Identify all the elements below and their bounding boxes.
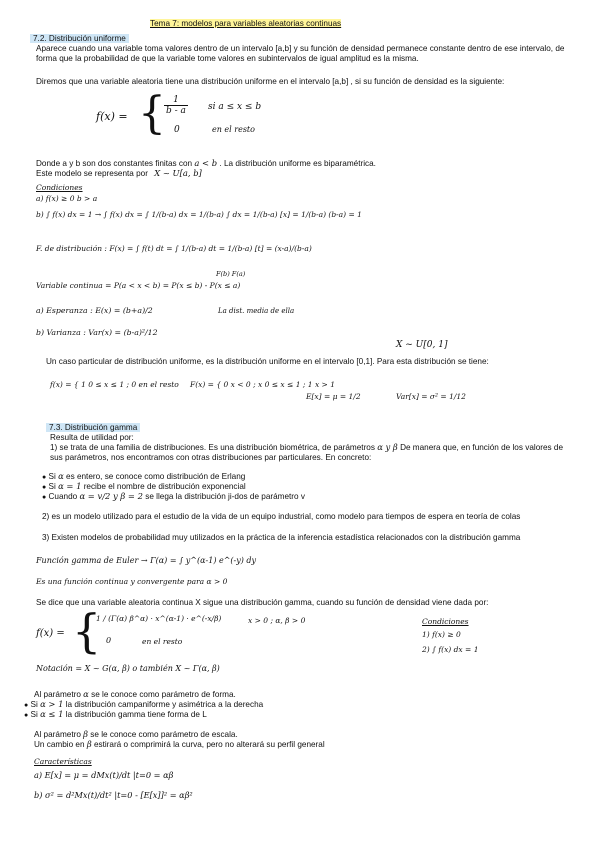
gamma-notation: Notación = X ~ G(α, β) o también X ~ Γ(α, β) bbox=[36, 664, 220, 673]
gamma-density-case2: 0 bbox=[106, 636, 112, 645]
gamma-shape-bullet-2: ● Si α ≤ 1 la distribución gamma tiene forma de L bbox=[24, 709, 207, 719]
gamma-point-1: 1) se trata de una familia de distribuciones. Es una distribución biométrica, de parámetros α y β De manera que, en función de los valores de sus parámetros, nos encontramos con otras distribuciones par particulares. En concreto: bbox=[50, 442, 564, 462]
gamma-condition-1: 1) f(x) ≥ 0 bbox=[422, 630, 461, 639]
section-heading-uniforme: 7.2. Distribución uniforme bbox=[30, 34, 129, 44]
gamma-intro: Resulta de utilidad por: bbox=[50, 433, 134, 442]
uniforme-variable-continua: Variable continua = P(a < x < b) = P(x ≤ b) - P(x ≤ a) bbox=[36, 281, 241, 290]
page-title: Tema 7: modelos para variables aleatorias continuas bbox=[150, 19, 342, 28]
uniforme-notation: Este modelo se representa por X ~ U[a, b] bbox=[36, 168, 202, 178]
gamma-bullet-jidos: ● Cuando α = v/2 y β = 2 se llega la distribución ji-dos de parámetro v bbox=[42, 491, 305, 501]
gamma-conditions-title: Condiciones bbox=[422, 617, 469, 626]
uniforme-varianza: b) Varianza : Var(x) = (b-a)²/12 bbox=[36, 328, 158, 337]
uniform-density-brace: { bbox=[138, 88, 166, 139]
gamma-bullet-erlang: ● Si α es entero, se conoce como distribución de Erlang bbox=[42, 471, 246, 481]
gamma-density-lhs: f(x) = bbox=[36, 628, 65, 639]
gamma-expectation: a) E[x] = μ = dMx(t)/dt |t=0 = αβ bbox=[34, 770, 174, 780]
gamma-euler-note: Es una función continua y convergente para α > 0 bbox=[36, 577, 228, 586]
gamma-condition-2: 2) ∫ f(x) dx = 1 bbox=[422, 645, 479, 654]
gamma-density-case1: 1 / (Γ(α) β^α) · x^(α-1) · e^(-x/β) bbox=[96, 614, 222, 623]
gamma-characteristics-title: Características bbox=[34, 757, 92, 766]
gamma-density-case2-cond: en el resto bbox=[142, 637, 183, 646]
gamma-bullet-exponencial: ● Si α = 1 recibe el nombre de distribución exponencial bbox=[42, 481, 246, 491]
gamma-euler-function: Función gamma de Euler → Γ(α) = ∫ y^(α-1) e^(-y) dy bbox=[36, 556, 257, 565]
uniforme-condition-a: a) f(x) ≥ 0 b > a bbox=[36, 194, 98, 203]
u01-density: f(x) = { 1 0 ≤ x ≤ 1 ; 0 en el resto bbox=[50, 380, 179, 389]
uniforme-u01-intro: Un caso particular de distribución uniforme, es la distribución uniforme en el intervalo [0,1]. Para esta distribución se tiene: bbox=[46, 357, 489, 366]
uniforme-definition: Aparece cuando una variable toma valores dentro de un intervalo [a,b] y su función de densidad permanece constante dentro de ese intervalo, de forma que la probabilidad de que la variable tome valores en subintervalos de igual amplitud es la misma. bbox=[36, 44, 565, 63]
gamma-scale-parameter: Al parámetro β se le conoce como parámetro de escala. bbox=[34, 729, 238, 739]
gamma-shape-bullet-1: ● Si α > 1 la distribución campaniforme y asimétrica a la derecha bbox=[24, 699, 264, 709]
gamma-density-intro: Se dice que una variable aleatoria continua X sigue una distribución gamma, cuando su función de densidad viene dada por: bbox=[36, 598, 489, 607]
u01-distribution: F(x) = { 0 x < 0 ; x 0 ≤ x ≤ 1 ; 1 x > 1 bbox=[190, 380, 335, 389]
gamma-density-case1-cond: x > 0 ; α, β > 0 bbox=[248, 616, 306, 625]
uniforme-u01-label: X ~ U[0, 1] bbox=[396, 340, 448, 350]
u01-expectation: E[x] = μ = 1/2 bbox=[306, 392, 361, 401]
uniforme-constants: Donde a y b son dos constantes finitas con a < b . La distribución uniforme es biparamétrica. bbox=[36, 158, 376, 168]
uniforme-esperanza: a) Esperanza : E(x) = (b+a)/2 bbox=[36, 306, 153, 315]
gamma-density-brace: { bbox=[72, 604, 102, 658]
uniform-density-case1: $\frac{1}{b - a}$ bbox=[166, 95, 186, 116]
uniforme-esperanza-note: La dist. media de ella bbox=[218, 307, 295, 315]
uniform-density-case1-cond: si a ≤ x ≤ b bbox=[208, 102, 262, 112]
uniform-density-case2-cond: en el resto bbox=[212, 125, 255, 134]
u01-variance: Var[x] = σ² = 1/12 bbox=[396, 392, 466, 401]
uniform-density-lhs: f(x) = bbox=[96, 110, 128, 123]
section-heading-gamma: 7.3. Distribución gamma bbox=[46, 423, 140, 433]
uniforme-distribution-function: F. de distribución : F(x) = ∫ f(t) dt = ∫ 1/(b-a) dt = 1/(b-a) [t] = (x-a)/(b-a) bbox=[36, 244, 312, 253]
gamma-shape-parameter: Al parámetro α se le conoce como parámetro de forma. bbox=[34, 689, 236, 699]
gamma-variance: b) σ² = d²Mx(t)/dt² |t=0 - [E[x]]² = αβ² bbox=[34, 790, 193, 800]
gamma-point-3: 3) Existen modelos de probabilidad muy utilizados en la práctica de la inferencia estadística relacionados con la distribución gamma bbox=[42, 533, 521, 542]
uniforme-fb-fa-labels: F(b) F(a) bbox=[216, 270, 246, 278]
uniforme-conditions-title: Condiciones bbox=[36, 183, 83, 192]
uniform-density-case2: 0 bbox=[174, 125, 180, 135]
gamma-scale-change: Un cambio en β estirará o comprimirá la curva, pero no alterará su perfil general bbox=[34, 739, 325, 749]
gamma-point-2: 2) es un modelo utilizado para el estudio de la vida de un equipo industrial, como modelo para tiempos de espera en teoría de colas bbox=[42, 512, 521, 521]
uniforme-condition-b: b) ∫ f(x) dx = 1 → ∫ f(x) dx = ∫ 1/(b-a) dx = 1/(b-a) ∫ dx = 1/(b-a) [x] = 1/(b-a) (b-a) = 1 bbox=[36, 210, 362, 219]
uniforme-density-intro: Diremos que una variable aleatoria tiene una distribución uniforme en el intervalo [a,b] , si su función de densidad es la siguiente: bbox=[36, 77, 505, 86]
